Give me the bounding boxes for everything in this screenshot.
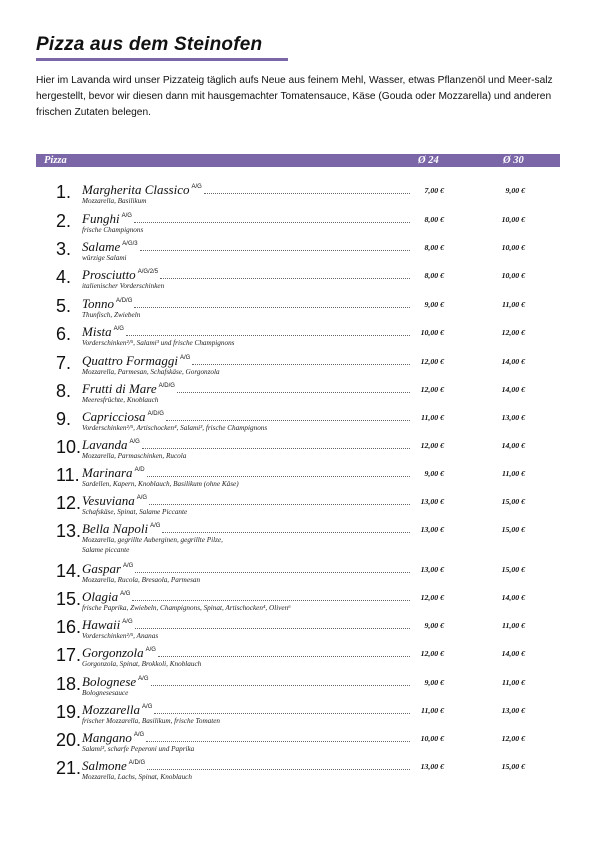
price-24: 12,00 €: [420, 357, 444, 366]
price-30: 9,00 €: [505, 186, 525, 195]
price-24: 9,00 €: [424, 300, 444, 309]
allergen-codes: A/G/2/5: [137, 269, 159, 275]
item-number: 14.: [56, 561, 82, 581]
item-name-line: [82, 618, 412, 632]
item-description: frischer Mozzarella, Basilikum, frische Tomaten: [82, 717, 221, 725]
item-name-line: [82, 646, 412, 660]
item-number: 13.: [56, 521, 82, 541]
price-30: 11,00 €: [502, 678, 525, 687]
item-name: Hawaii: [82, 617, 121, 632]
item-name: Gorgonzola: [82, 645, 144, 660]
item-name: Prosciutto: [82, 267, 136, 282]
item-description: Vorderschinken²/⁵, Artischocken⁴, Salami³, frische Champignons: [82, 424, 268, 432]
item-description: Mozzarella, Lachs, Spinat, Knoblauch: [82, 773, 192, 781]
allergen-codes: A/G: [122, 619, 133, 625]
dotted-leader: [132, 600, 410, 601]
item-number: 7.: [56, 353, 72, 373]
item-name: Frutti di Mare: [82, 381, 157, 396]
item-description: frische Champignons: [82, 226, 144, 234]
item-description: Meeresfrüchte, Knoblauch: [82, 396, 159, 404]
price-24: 13,00 €: [420, 497, 444, 506]
price-30: 14,00 €: [501, 385, 525, 394]
item-description: Bolognesesauce: [82, 689, 129, 697]
price-24: 12,00 €: [420, 649, 444, 658]
item-number: 17.: [56, 645, 82, 665]
item-name: Olagia: [82, 589, 119, 604]
item-description: würzige Salami: [82, 254, 127, 262]
price-24: 10,00 €: [420, 328, 444, 337]
item-name-line: [82, 562, 412, 576]
item-description: Gorgonzola, Spinat, Brokkoli, Knoblauch: [82, 660, 202, 668]
item-name-line: [82, 759, 412, 773]
item-name: Capricciosa: [82, 409, 146, 424]
item-description: Vorderschinken²/⁵, Ananas: [82, 632, 159, 640]
dotted-leader: [158, 656, 410, 657]
allergen-codes: A/D/G: [116, 298, 133, 304]
item-number: 10.: [56, 437, 82, 457]
allergen-codes: A/G/3: [122, 241, 138, 247]
header-category: Pizza: [44, 155, 67, 166]
item-description: Schafskäse, Spinat, Salame Piccante: [82, 508, 188, 516]
price-30: 10,00 €: [501, 243, 525, 252]
header-size-large: Ø 30: [503, 155, 524, 166]
allergen-codes: A/G: [142, 704, 153, 710]
price-24: 12,00 €: [420, 441, 444, 450]
allergen-codes: A/G: [138, 676, 149, 682]
dotted-leader: [134, 307, 410, 308]
dotted-leader: [166, 420, 410, 421]
allergen-codes: A/D/G: [158, 383, 175, 389]
item-name-line: [82, 382, 412, 396]
item-number: 6.: [56, 324, 72, 344]
item-name: Salame: [82, 239, 121, 254]
price-30: 15,00 €: [501, 497, 525, 506]
item-number: 15.: [56, 589, 82, 609]
allergen-codes: A/G: [113, 326, 124, 332]
item-name-line: [82, 438, 412, 452]
item-name-line: [82, 325, 412, 339]
allergen-codes: A/G: [120, 591, 131, 597]
price-30: 12,00 €: [501, 328, 525, 337]
price-30: 11,00 €: [502, 469, 525, 478]
item-name: Quattro Formaggi: [82, 353, 178, 368]
dotted-leader: [142, 448, 410, 449]
item-name-line: [82, 522, 412, 536]
item-number: 2.: [56, 211, 72, 231]
allergen-codes: A/G: [145, 647, 156, 653]
item-name: Mista: [82, 324, 112, 339]
price-30: 14,00 €: [501, 649, 525, 658]
item-number: 21.: [56, 758, 82, 778]
dotted-leader: [192, 364, 410, 365]
dotted-leader: [160, 278, 410, 279]
dotted-leader: [147, 769, 410, 770]
dotted-leader: [151, 685, 411, 686]
item-number: 16.: [56, 617, 82, 637]
price-30: 14,00 €: [501, 593, 525, 602]
price-24: 9,00 €: [424, 621, 444, 630]
item-name: Margherita Classico: [82, 182, 190, 197]
price-24: 11,00 €: [421, 413, 444, 422]
dotted-leader: [140, 250, 410, 251]
price-30: 12,00 €: [501, 734, 525, 743]
price-30: 11,00 €: [502, 300, 525, 309]
item-number: 18.: [56, 674, 82, 694]
allergen-codes: A/D: [134, 467, 145, 473]
allergen-codes: A/G: [121, 213, 132, 219]
item-name: Bella Napoli: [82, 521, 149, 536]
dotted-leader: [147, 476, 410, 477]
item-description: Mozzarella, gegrillte Auberginen, gegrillte Pilze,: [82, 536, 223, 544]
dotted-leader: [204, 193, 410, 194]
item-number: 4.: [56, 267, 72, 287]
price-24: 13,00 €: [420, 525, 444, 534]
item-name-line: [82, 297, 412, 311]
item-name-line: [82, 466, 412, 480]
item-description: Mozzarella, Parmesan, Schafskäse, Gorgonzola: [82, 368, 220, 376]
item-description: Sardellen, Kapern, Knoblauch, Basilikum (ohne Käse): [82, 480, 239, 488]
item-number: 20.: [56, 730, 82, 750]
allergen-codes: A/G: [179, 355, 191, 361]
allergen-codes: A/G: [150, 523, 161, 529]
item-name-line: [82, 590, 412, 604]
price-24: 9,00 €: [424, 678, 444, 687]
allergen-codes: A/G: [133, 732, 145, 738]
price-30: 14,00 €: [501, 441, 525, 450]
item-name-line: [82, 354, 412, 368]
dotted-leader: [177, 392, 410, 393]
item-description: Mozzarella, Rucola, Bresaola, Parmesan: [82, 576, 201, 584]
item-name-line: [82, 731, 412, 745]
item-name-line: [82, 212, 412, 226]
price-30: 10,00 €: [501, 271, 525, 280]
item-number: 11.: [56, 465, 80, 485]
item-name: Vesuviana: [82, 493, 135, 508]
price-30: 10,00 €: [501, 215, 525, 224]
dotted-leader: [135, 572, 410, 573]
item-description: Thunfisch, Zwiebeln: [82, 311, 141, 319]
dotted-leader: [135, 628, 410, 629]
item-description: italienischer Vorderschinken: [82, 282, 165, 290]
item-description: Salami³, scharfe Peperoni und Paprika: [82, 745, 195, 753]
item-description-cont: Salame piccante: [82, 545, 130, 554]
dotted-leader: [134, 222, 410, 223]
price-24: 8,00 €: [424, 215, 444, 224]
item-description: Mozzarella, Basilikum: [82, 197, 147, 205]
item-number: 3.: [56, 239, 72, 259]
item-description: Mozzarella, Parmaschinken, Rucola: [82, 452, 187, 460]
item-name: Marinara: [82, 465, 133, 480]
item-name-line: [82, 675, 412, 689]
item-name-line: [82, 410, 412, 424]
price-24: 12,00 €: [420, 385, 444, 394]
price-24: 11,00 €: [421, 706, 444, 715]
allergen-codes: A/D/G: [128, 760, 146, 766]
item-description: frische Paprika, Zwiebeln, Champignons, Spinat, Artischocken⁴, Oliven⁶: [82, 604, 291, 612]
price-24: 10,00 €: [420, 734, 444, 743]
allergen-codes: A/G: [136, 495, 148, 501]
price-30: 13,00 €: [501, 413, 525, 422]
item-number: 5.: [56, 296, 72, 316]
item-name: Gaspar: [82, 561, 122, 576]
item-name: Salmone: [82, 758, 127, 773]
dotted-leader: [154, 713, 410, 714]
item-name-line: [82, 183, 412, 197]
price-30: 11,00 €: [502, 621, 525, 630]
price-24: 9,00 €: [424, 469, 444, 478]
dotted-leader: [126, 335, 410, 336]
page-title: Pizza aus dem Steinofen: [36, 34, 263, 55]
item-number: 1.: [56, 182, 72, 202]
item-description: Vorderschinken²/⁵, Salami³ und frische Champignons: [82, 339, 235, 347]
item-name: Mangano: [82, 730, 132, 745]
item-name: Tonno: [82, 296, 115, 311]
price-30: 15,00 €: [501, 762, 525, 771]
price-30: 14,00 €: [501, 357, 525, 366]
allergen-codes: A/D/G: [147, 411, 164, 417]
price-24: 13,00 €: [420, 565, 444, 574]
price-30: 15,00 €: [501, 525, 525, 534]
allergen-codes: A/G: [129, 439, 140, 445]
allergen-codes: A/G: [191, 184, 202, 190]
item-number: 9.: [56, 409, 72, 429]
item-number: 12.: [56, 493, 82, 513]
price-30: 15,00 €: [501, 565, 525, 574]
item-number: 19.: [56, 702, 82, 722]
price-30: 13,00 €: [501, 706, 525, 715]
price-24: 13,00 €: [420, 762, 444, 771]
header-size-small: Ø 24: [418, 155, 439, 166]
dotted-leader: [162, 532, 410, 533]
allergen-codes: A/G: [123, 563, 134, 569]
intro-text: Hier im Lavanda wird unser Pizzateig täglich aufs Neue aus feinem Mehl, Wasser, etwas Pflanzenöl und Meer-salz hergestellt, bevor wir diesen dann mit hausgemachter Tomatensauce, Käse (Gouda oder Mozzarella) und anderen frischen Zutaten belegen.: [36, 75, 553, 118]
price-24: 8,00 €: [424, 243, 444, 252]
item-name: Bolognese: [82, 674, 137, 689]
item-name: Mozzarella: [82, 702, 141, 717]
item-name-line: [82, 268, 412, 282]
item-name: Lavanda: [82, 437, 128, 452]
item-number: 8.: [56, 381, 72, 401]
price-24: 8,00 €: [424, 271, 444, 280]
item-name-line: [82, 494, 412, 508]
dotted-leader: [149, 504, 410, 505]
item-name-line: [82, 703, 412, 717]
price-24: 12,00 €: [420, 593, 444, 602]
price-24: 7,00 €: [424, 186, 444, 195]
item-name-line: [82, 240, 412, 254]
dotted-leader: [146, 741, 410, 742]
item-name: Funghi: [82, 211, 120, 226]
